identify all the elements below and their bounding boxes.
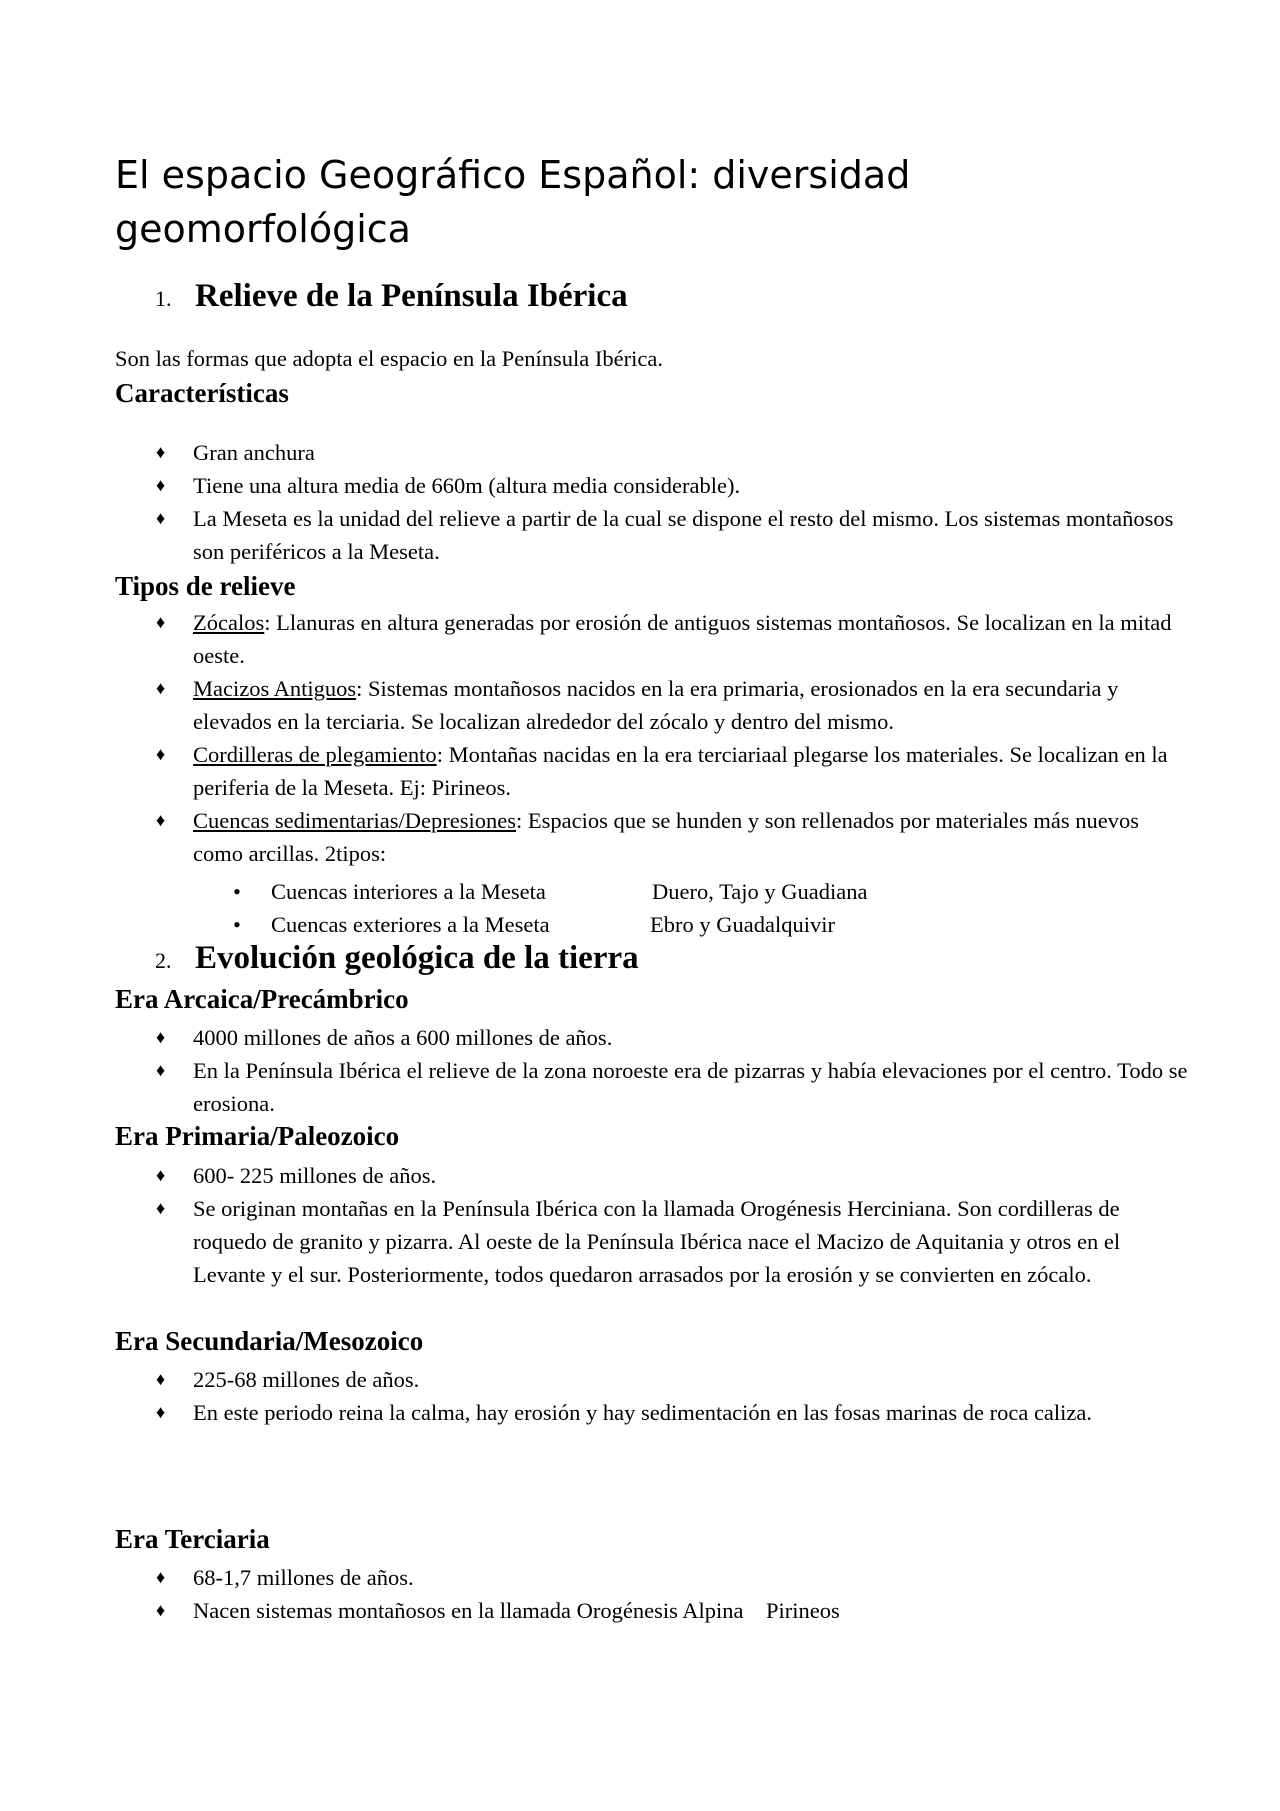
list-item: ♦ 225-68 millones de años.: [0, 1363, 1193, 1396]
section-1-intro: Son las formas que adopta el espacio en la Península Ibérica.: [115, 346, 663, 371]
era-list: [0, 1561, 1280, 1627]
list-item: ♦ En la Península Ibérica el relieve de la zona noroeste era de pizarras y había elevaciones por el centro. Todo se erosiona.: [0, 1054, 1193, 1120]
section-2-title: Evolución geológica de la tierra: [195, 940, 639, 976]
section-2-heading: [155, 940, 639, 977]
diamond-bullet-icon: ♦: [156, 1567, 166, 1587]
list-item: ♦ Se originan montañas en la Península Ibérica con la llamada Orogénesis Herciniana. Son cordilleras de roquedo de granito y pizarra. Al oeste de la Península Ibérica nace el Macizo de Aquitania y otros en el Levante y el sur. Posteriormente, todos quedaron arrasados por la erosión y se convierten en zócalo.: [0, 1192, 1193, 1291]
era-list: [0, 1363, 1280, 1429]
diamond-bullet-icon: ♦: [156, 442, 166, 462]
list-item: • Cuencas exteriores a la Meseta Ebro y Guadalquivir: [0, 908, 1280, 941]
list-item: ♦ Zócalos: Llanuras en altura generadas por erosión de antiguos sistemas montañosos. Se localizan en la mitad oeste.: [0, 606, 1193, 672]
diamond-bullet-icon: ♦: [156, 1165, 166, 1185]
era-list: [0, 1159, 1280, 1291]
list-item: ♦ Cordilleras de plegamiento: Montañas nacidas en la era terciariaal plegarse los materiales. Se localizan en la periferia de la Meseta. Ej: Pirineos.: [0, 738, 1193, 804]
cuencas-list: [0, 875, 1280, 941]
term: Macizos Antiguos: [193, 676, 357, 701]
list-item: ♦ Cuencas sedimentarias/Depresiones: Espacios que se hunden y son rellenados por materiales más nuevos como arcillas. 2tipos:: [0, 804, 1193, 870]
diamond-bullet-icon: ♦: [156, 475, 166, 495]
section-2-number: 2.: [155, 948, 172, 973]
list-item: ♦ 4000 millones de años a 600 millones de años.: [0, 1021, 1193, 1054]
diamond-bullet-icon: ♦: [156, 1060, 166, 1080]
list-item: ♦ Nacen sistemas montañosos en la llamada Orogénesis Alpina Pirineos: [0, 1594, 1193, 1627]
diamond-bullet-icon: ♦: [156, 1402, 166, 1422]
list-item: ♦ 600- 225 millones de años.: [0, 1159, 1193, 1192]
document-title: El espacio Geográfico Español: diversidad geomorfológica: [115, 153, 911, 251]
diamond-bullet-icon: ♦: [156, 1198, 166, 1218]
era-list: [0, 1021, 1280, 1120]
list-item: ♦ En este periodo reina la calma, hay erosión y hay sedimentación en las fosas marinas de roca caliza.: [0, 1396, 1193, 1429]
bullet-icon: •: [233, 912, 241, 937]
section-1-title: Relieve de la Península Ibérica: [195, 278, 628, 314]
diamond-bullet-icon: ♦: [156, 612, 166, 632]
term: Zócalos: [193, 610, 265, 635]
diamond-bullet-icon: ♦: [156, 1027, 166, 1047]
list-item: • Cuencas interiores a la Meseta Duero, Tajo y Guadiana: [0, 875, 1280, 908]
era-heading: Era Primaria/Paleozoico: [115, 1121, 400, 1151]
era-heading: Era Terciaria: [115, 1524, 270, 1554]
diamond-bullet-icon: ♦: [156, 1600, 166, 1620]
diamond-bullet-icon: ♦: [156, 508, 166, 528]
list-item: ♦ Tiene una altura media de 660m (altura media considerable).: [0, 469, 1193, 502]
caracteristicas-heading: Características: [115, 378, 289, 408]
list-item: ♦ La Meseta es la unidad del relieve a partir de la cual se dispone el resto del mismo. Los sistemas montañosos son periféricos a la Meseta.: [0, 502, 1193, 568]
era-heading: Era Secundaria/Mesozoico: [115, 1326, 424, 1356]
list-item: ♦ Gran anchura: [0, 436, 1193, 469]
term: Cordilleras de plegamiento: [193, 742, 437, 767]
tipos-list: [0, 606, 1280, 870]
bullet-icon: •: [233, 879, 241, 904]
caracteristicas-list: [0, 436, 1280, 568]
diamond-bullet-icon: ♦: [156, 1369, 166, 1389]
diamond-bullet-icon: ♦: [156, 810, 166, 830]
section-1-number: 1.: [155, 286, 172, 311]
list-item: ♦ 68-1,7 millones de años.: [0, 1561, 1193, 1594]
era-heading: Era Arcaica/Precámbrico: [115, 984, 409, 1014]
list-item: ♦ Macizos Antiguos: Sistemas montañosos nacidos en la era primaria, erosionados en la era secundaria y elevados en la terciaria. Se localizan alrededor del zócalo y dentro del mismo.: [0, 672, 1193, 738]
tipos-heading: Tipos de relieve: [115, 571, 296, 601]
section-1-heading: [155, 278, 628, 315]
term: Cuencas sedimentarias/Depresiones: [193, 808, 517, 833]
diamond-bullet-icon: ♦: [156, 678, 166, 698]
diamond-bullet-icon: ♦: [156, 744, 166, 764]
